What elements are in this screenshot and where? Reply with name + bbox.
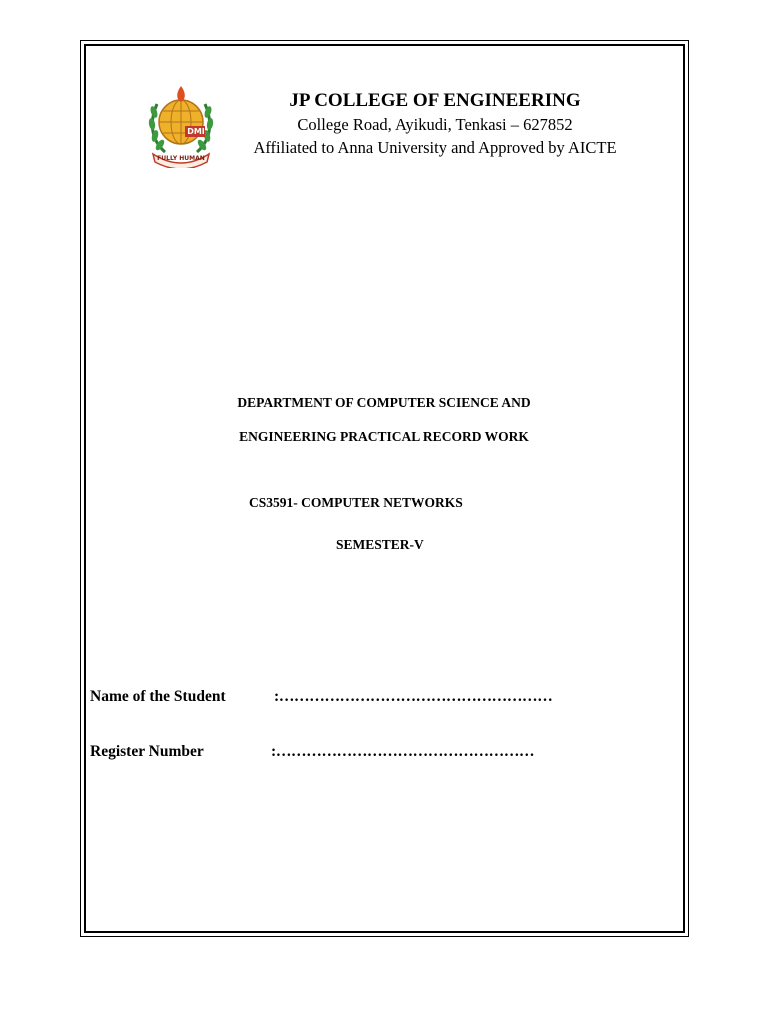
student-name-label: Name of the Student	[90, 688, 226, 705]
logo-motto: FULLY HUMAN	[157, 155, 205, 162]
college-name: JP COLLEGE OF ENGINEERING	[289, 90, 581, 111]
semester: SEMESTER-V	[336, 537, 424, 552]
college-address: College Road, Ayikudi, Tenkasi – 627852	[297, 115, 573, 134]
student-name-field: :………………………………………………	[274, 688, 553, 705]
college-affiliation: Affiliated to Anna University and Approved by AICTE	[253, 138, 617, 157]
logo-emblem-text: DMI	[187, 127, 205, 136]
college-logo	[147, 82, 215, 168]
page-border	[80, 40, 689, 937]
register-number-label: Register Number	[90, 743, 204, 760]
course-title: CS3591- COMPUTER NETWORKS	[249, 495, 463, 510]
page-border-inner	[84, 44, 685, 933]
register-number-field: :……………………………………………	[271, 743, 535, 760]
college-header	[226, 89, 644, 159]
department-line-1: DEPARTMENT OF COMPUTER SCIENCE AND	[237, 395, 531, 410]
department-line-2: ENGINEERING PRACTICAL RECORD WORK	[239, 429, 529, 444]
